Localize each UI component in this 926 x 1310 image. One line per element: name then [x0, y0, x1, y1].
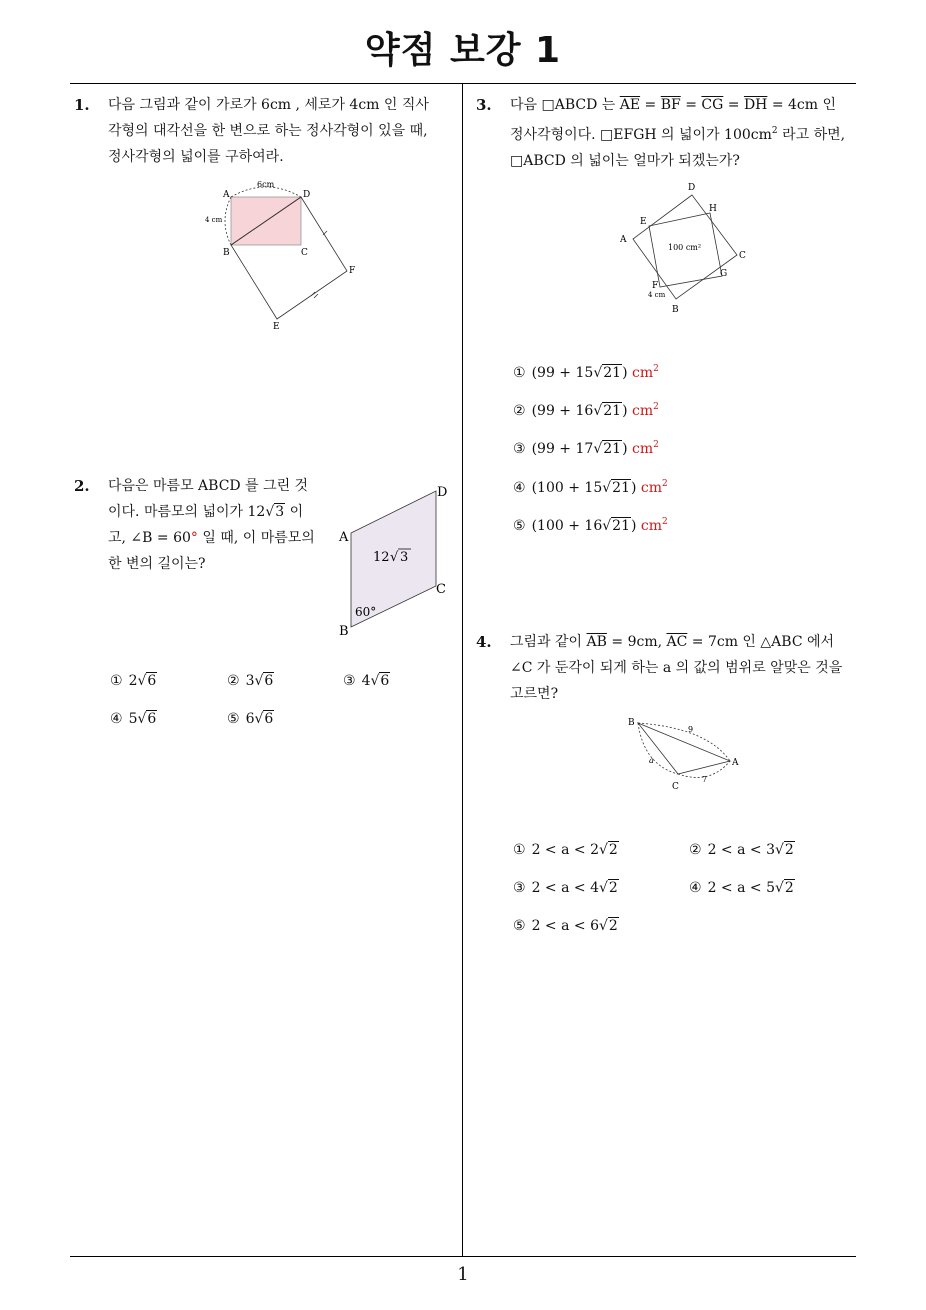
choice-2[interactable]: ② (99 + 16√21) $cm^2$ [513, 402, 659, 419]
question-line: 고르면? [510, 686, 559, 702]
choice-1[interactable]: ① (99 + 15√21) $cm^2$ [513, 364, 659, 381]
choice-5[interactable]: ⑤ 2 < a < 6√2 [513, 918, 618, 934]
choice-4[interactable]: ④ (100 + 15√21) $cm^2$ [513, 479, 668, 496]
choice-3[interactable]: ③ (99 + 17√21) $cm^2$ [513, 440, 659, 457]
question-line: 한 변의 길이는? [108, 556, 206, 572]
label-f: F [652, 281, 659, 291]
question-text [108, 473, 315, 577]
q3-figure [612, 175, 767, 320]
width-label: 6cm [257, 180, 275, 189]
side-label: 4 cm [648, 291, 666, 299]
question-text [510, 92, 845, 174]
tick-mark [311, 292, 315, 296]
question-number: 2. [74, 477, 90, 495]
choice-3[interactable]: ③ 2 < a < 4√2 [513, 880, 618, 896]
label-e: E [640, 217, 647, 227]
question-line: 그림과 같이 $\overline{AB} = 9cm$, $\overline{AC} = 7cm$ 인 △ABC 에서 [510, 634, 835, 650]
choice-2[interactable]: ② 2 < a < 3√2 [689, 842, 794, 858]
question-line: 다음은 마름모 ABCD 를 그린 것 [108, 478, 309, 494]
tick-mark [314, 294, 318, 298]
page-title: 약점 보강 1 [364, 30, 562, 71]
question-text [510, 629, 842, 707]
question-line: 이다. 마름모의 넓이가 12√3 이 [108, 504, 304, 520]
label-b: B [672, 305, 679, 315]
choice-4[interactable]: ④ 2 < a < 5√2 [689, 880, 794, 896]
ab-length: 9 [688, 725, 694, 734]
question-line: 정사각형의 넓이를 구하여라. [108, 149, 284, 165]
q4-figure [622, 710, 747, 800]
label-d: D [688, 183, 696, 193]
area-label: 100 cm² [668, 243, 702, 252]
question-number: 1. [74, 96, 90, 114]
label-a: A [732, 758, 739, 768]
label-h: H [709, 204, 717, 214]
label-b: B [223, 248, 230, 258]
label-c: C [672, 782, 679, 792]
question-text [108, 92, 429, 170]
question-line: 정사각형이다. □EFGH 의 넓이가 $100cm^2$ 라고 하면, [510, 126, 846, 143]
label-d: D [437, 485, 448, 500]
question-line: ∠C 가 둔각이 되게 하는 a 의 값의 범위로 알맞은 것을 [510, 660, 843, 676]
choice-5[interactable]: ⑤ 6√6 [227, 711, 274, 727]
question-number: 4. [476, 633, 492, 651]
label-f: F [349, 266, 356, 276]
choice-2[interactable]: ② 3√6 [227, 673, 274, 689]
label-e: E [273, 322, 280, 332]
label-a: A [339, 530, 349, 545]
label-c: C [739, 251, 746, 261]
question-line: □ABCD 의 넓이는 얼마가 되겠는가? [510, 153, 740, 169]
question-line: 다음 □ABCD 는 $\overline{AE} = \overline{BF} = \overline{CG} = \overline{DH} = 4cm$ 인 [510, 97, 837, 113]
angle-label: 60° [355, 605, 377, 619]
question-number: 3. [476, 96, 492, 114]
bc-length: a [649, 756, 654, 765]
label-c: C [301, 248, 308, 258]
choice-1[interactable]: ① 2√6 [110, 673, 157, 689]
question-line: 다음 그림과 같이 가로가 6cm , 세로가 4cm 인 직사 [108, 97, 429, 113]
label-d: D [303, 190, 311, 200]
bottom-rule [70, 1256, 856, 1257]
label-a: A [223, 190, 230, 200]
area-sqrt-sign: √ [390, 550, 399, 565]
top-rule [70, 83, 856, 84]
area-coef: 12 [373, 550, 390, 565]
q1-figure [195, 175, 365, 335]
triangle-shape [638, 723, 730, 774]
label-a: A [620, 235, 627, 245]
height-arc [225, 197, 231, 245]
page-number: 1 [457, 1264, 469, 1285]
choice-3[interactable]: ③ 4√6 [343, 673, 390, 689]
q2-figure [335, 478, 455, 643]
label-c: C [436, 582, 446, 597]
label-b: B [339, 624, 349, 639]
label-b: B [628, 718, 635, 728]
label-g: G [720, 269, 728, 279]
column-divider [462, 83, 463, 1256]
ac-length: 7 [702, 775, 708, 784]
height-label: 4 cm [205, 216, 223, 224]
choice-1[interactable]: ① 2 < a < 2√2 [513, 842, 618, 858]
area-rad: 3 [400, 550, 409, 565]
question-line: 고, ∠B = 60° 일 때, 이 마름모의 [108, 530, 315, 546]
choice-5[interactable]: ⑤ (100 + 16√21) $cm^2$ [513, 517, 668, 534]
choice-4[interactable]: ④ 5√6 [110, 711, 157, 727]
question-line: 각형의 대각선을 한 변으로 하는 정사각형이 있을 때, [108, 123, 428, 139]
